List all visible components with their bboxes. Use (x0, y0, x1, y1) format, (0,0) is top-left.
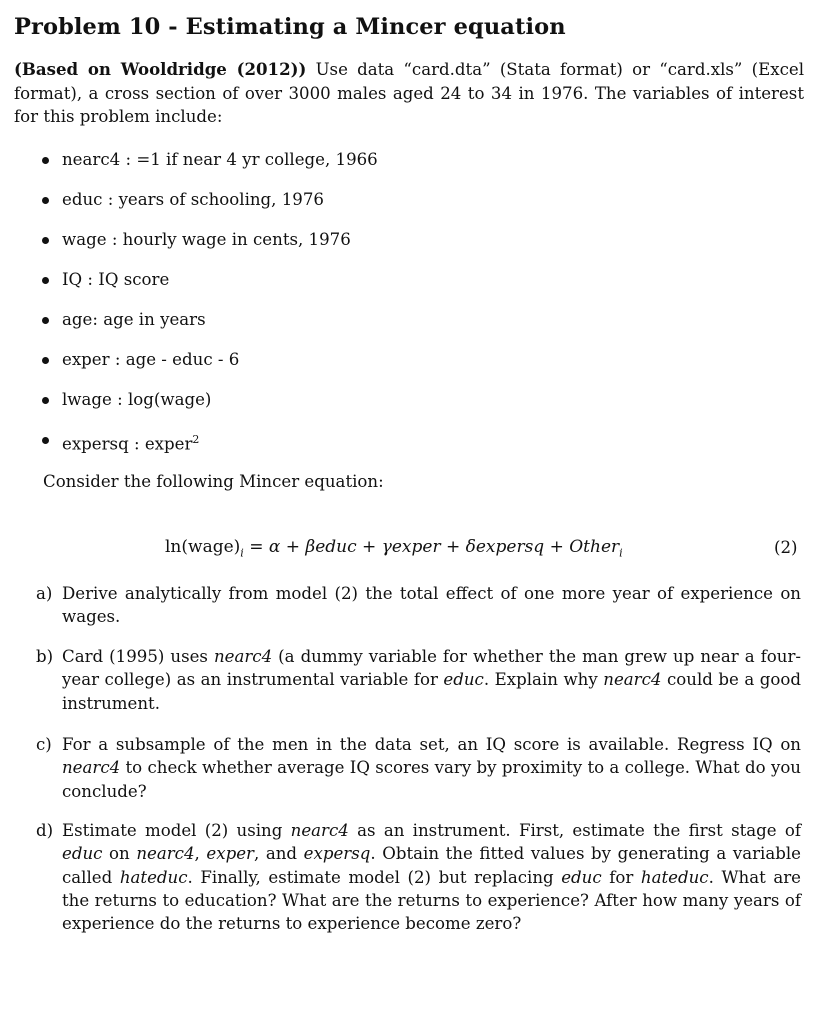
expersq-text: expersq : exper (62, 434, 193, 454)
source-reference: (Based on Wooldridge (2012)) (14, 59, 307, 79)
mincer-equation (165, 537, 623, 559)
variable-item: wage : hourly wage in cents, 1976 (40, 228, 378, 268)
variable-name: exper (206, 844, 254, 864)
variable-list (40, 148, 378, 468)
intro-paragraph (14, 58, 804, 129)
text-run: (a dummy variable for whether the man grew up near a four-year college) as an instrumental variable for (62, 647, 802, 690)
question-b (36, 645, 801, 715)
variable-name: educ (62, 844, 103, 864)
question-d (36, 819, 801, 935)
question-a (36, 582, 801, 629)
text-run: . Finally, estimate model (2) but replacing (187, 867, 562, 887)
question-label: b) (36, 647, 54, 666)
text-run: . What are the returns to education? What are the returns to experience? After how many years of experience do the returns to experience become zero? (62, 867, 801, 934)
text-run: on (102, 844, 137, 864)
variable-name: nearc4 (290, 821, 349, 840)
text-run: for (601, 867, 641, 887)
variable-item: exper : age - educ - 6 (40, 348, 378, 388)
question-text (62, 645, 801, 715)
question-text: Derive analytically from model (2) the total effect of one more year of experience on wages. (62, 584, 801, 627)
variable-name: educ (561, 867, 602, 887)
equation-lhs-subscript: i (240, 546, 244, 560)
text-run: . Obtain the fitted values by generating a variable called (62, 844, 801, 887)
variable-item: nearc4 : =1 if near 4 yr college, 1966 (40, 148, 378, 188)
question-text (62, 733, 801, 803)
text-run: , (194, 844, 207, 864)
variable-item (40, 428, 378, 468)
question-label: c) (36, 735, 52, 754)
text-run: to check whether average IQ scores vary by proximity to a college. What do you conclude? (62, 758, 801, 801)
variable-item: age: age in years (40, 308, 378, 348)
variable-name: hateduc (640, 867, 709, 887)
text-run: Card (1995) uses (62, 647, 214, 666)
variable-name: hateduc (119, 867, 188, 887)
question-label: d) (36, 821, 54, 840)
variable-name: educ (443, 670, 484, 690)
equation-rhs-subscript: i (619, 546, 623, 560)
equation-number: (2) (774, 538, 798, 557)
question-text (62, 819, 801, 935)
variable-name: expersq (303, 844, 371, 864)
consider-text: Consider the following Mincer equation: (43, 472, 384, 491)
intro-text: Use data “card.dta” (Stata format) or “card.xls” (Excel format), a cross section of over 3000 males aged 24 to 34 in 1976. The variables of interest for this problem include: (14, 60, 805, 126)
variable-name: nearc4 (603, 670, 662, 690)
question-c (36, 733, 801, 803)
text-run: Estimate model (2) using (62, 821, 291, 840)
text-run: , and (253, 844, 304, 864)
variable-name: nearc4 (62, 758, 121, 778)
text-run: as an instrument. First, estimate the first stage of (348, 821, 802, 840)
variable-name: nearc4 (213, 647, 273, 666)
question-label: a) (36, 584, 53, 603)
variable-name: nearc4 (136, 844, 195, 864)
problem-title: Problem 10 - Estimating a Mincer equation (14, 14, 566, 40)
text-run: For a subsample of the men in the data set, an IQ score is available. Regress IQ on (62, 735, 801, 754)
equation-lhs: ln(wage) (165, 537, 241, 557)
text-run: could be a good instrument. (62, 670, 802, 713)
text-run: . Explain why (483, 670, 604, 690)
expersq-superscript: 2 (192, 433, 200, 446)
variable-item: educ : years of schooling, 1976 (40, 188, 378, 228)
variable-item: lwage : log(wage) (40, 388, 378, 428)
variable-item: IQ : IQ score (40, 268, 378, 308)
equation-rhs: = α + βeduc + γexper + δexpersq + Other (243, 537, 620, 557)
